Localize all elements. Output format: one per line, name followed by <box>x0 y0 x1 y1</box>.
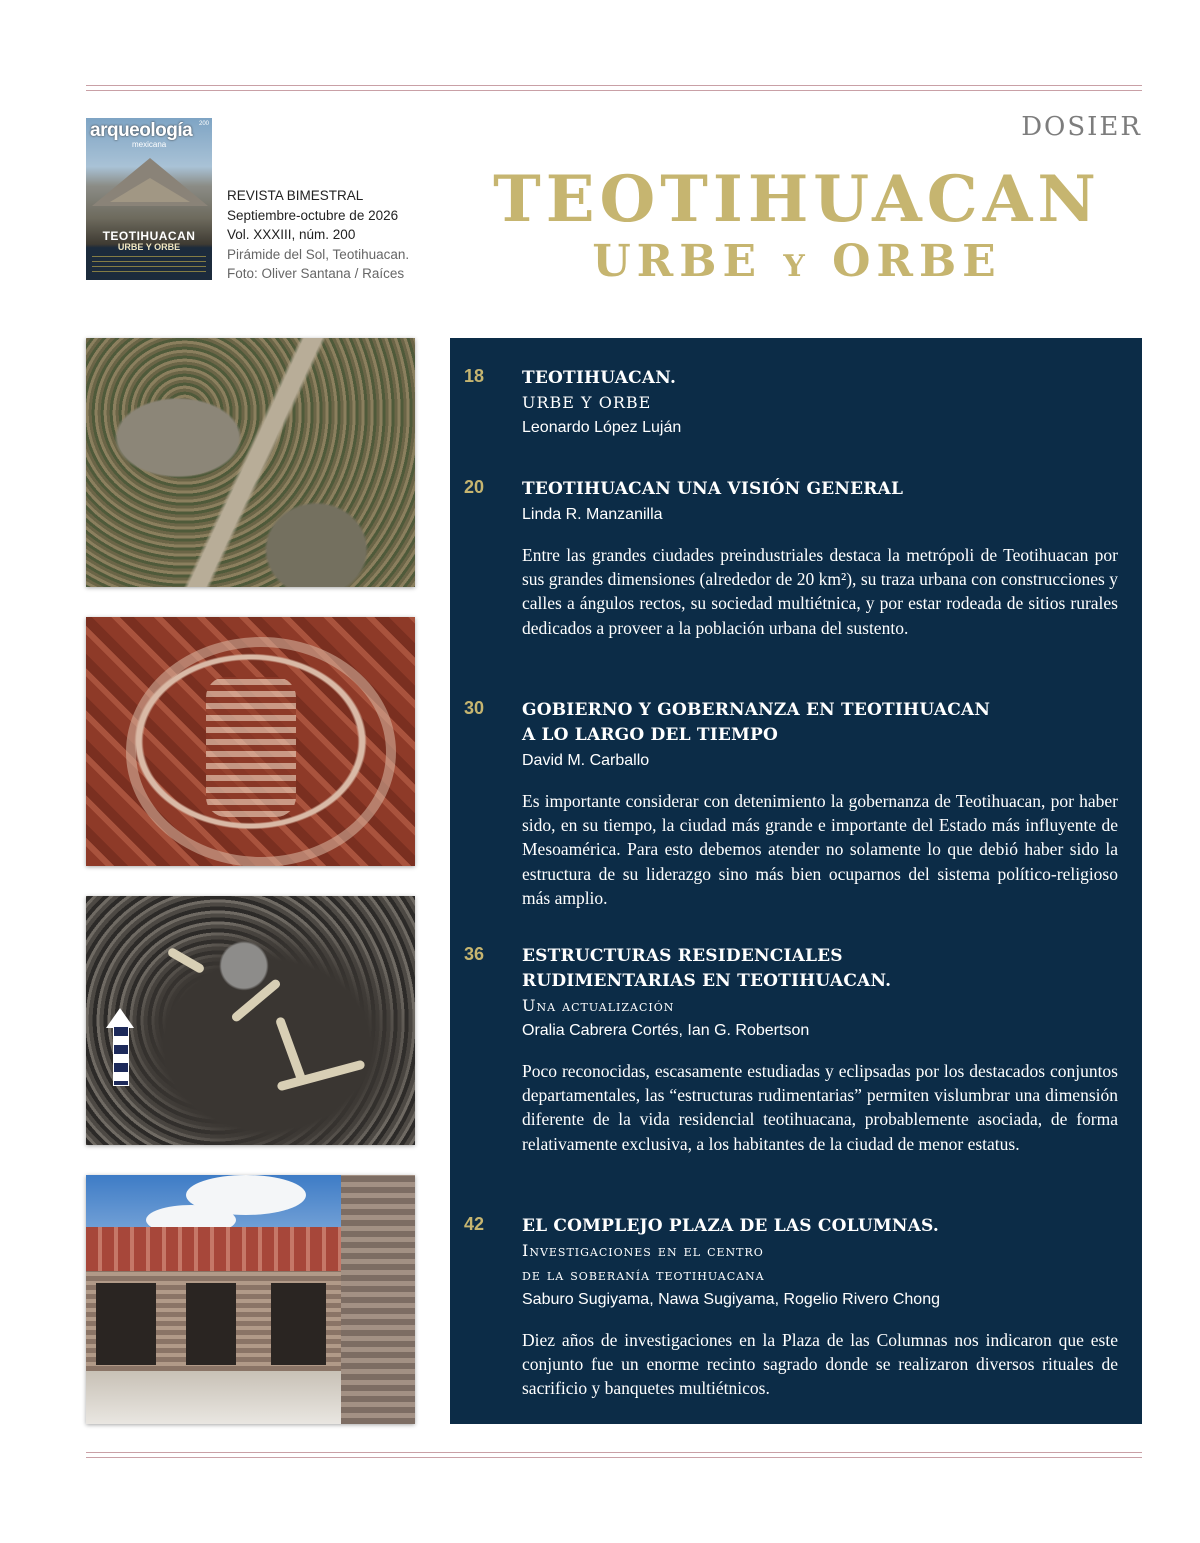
entry-abstract: Poco reconocidas, escasamente estudiadas y eclipsadas por los destacados conjuntos departamentales, las “estructuras rudimentarias” permiten vislumbrar una dimensión diferente de la vida residencial teotihuacana, probablemente asociada, de forma relativamente exclusiva, a los habitantes de la ciudad de menor estatus. <box>522 1061 1118 1154</box>
doorway-shape <box>271 1283 326 1365</box>
entry-abstract: Es importante considerar con detenimiento la gobernanza de Teotihuacan, por haber sido, en su tiempo, la ciudad más grande e importante del Estado más influyente de Mesoamérica. Para esto debemos atender no solamente lo que debió haber sido la estructura de su liderazgo sino más bien ocuparnos del sistema político-religioso más amplio. <box>522 791 1118 908</box>
entry-title: GOBIERNO Y GOBERNANZA EN TEOTIHUACAN <box>522 700 991 720</box>
doorway-shape <box>186 1283 236 1365</box>
entry-body <box>522 366 1118 441</box>
entry-author: Oralia Cabrera Cortés, Ian G. Robertson <box>522 1022 810 1039</box>
entry-body <box>522 698 1118 910</box>
dossier-title: TEOTIHUACAN <box>493 162 1101 237</box>
entry-author: Leonardo López Luján <box>522 419 682 436</box>
issue-date: Septiembre-octubre de 2026 <box>227 207 399 223</box>
mural-photo <box>86 617 415 866</box>
entry-author: Linda R. Manzanilla <box>522 506 663 523</box>
scale-bar-icon <box>113 1026 129 1086</box>
entry-title: EL COMPLEJO PLAZA DE LAS COLUMNAS. <box>522 1216 939 1236</box>
photo-credit: Foto: Oliver Santana / Raíces <box>227 266 405 281</box>
entry-page-number: 18 <box>464 366 485 386</box>
bottom-rule <box>86 1452 1142 1458</box>
entry-abstract: Diez años de investigaciones en la Plaza de las Columnas nos indicaron que este conjunto fue un enorme recinto sagrado donde se realizaron diversos rituales de sacrificio y banquetes multiétnicos. <box>522 1330 1118 1399</box>
carved-pillar-shape <box>341 1175 415 1424</box>
entry-page-number: 30 <box>464 698 485 718</box>
entry-subtitle-line-2: de la soberanía teotihuacana <box>522 1265 765 1284</box>
entry-title: ESTRUCTURAS RESIDENCIALES <box>522 946 843 966</box>
red-frieze-shape <box>86 1227 341 1271</box>
magazine-cover-thumbnail[interactable] <box>86 118 212 280</box>
north-arrow-icon <box>106 1008 134 1028</box>
entry-subtitle: Una actualización <box>522 996 675 1015</box>
cover-pyramid-shape-2 <box>110 178 190 202</box>
cover-caption: Pirámide del Sol, Teotihuacan. <box>227 246 410 262</box>
entry-title: TEOTIHUACAN. <box>522 368 677 388</box>
entry-page-number: 42 <box>464 1214 485 1234</box>
entry-subtitle: Investigaciones en el centro <box>522 1241 764 1260</box>
entry-author: Saburo Sugiyama, Nawa Sugiyama, Rogelio Rivero Chong <box>522 1291 940 1308</box>
entry-title-line-2: A LO LARGO DEL TIEMPO <box>522 725 779 745</box>
cover-issue-number: 200 <box>198 121 209 127</box>
top-rule <box>86 85 1142 91</box>
issue-frequency: REVISTA BIMESTRAL <box>227 188 364 203</box>
entry-page-number: 36 <box>464 944 485 964</box>
subtitle-word-2: ORBE <box>832 236 1002 287</box>
entry-subtitle: URBE Y ORBE <box>522 393 652 412</box>
bone-shape <box>166 947 205 975</box>
entry-page-number: 20 <box>464 477 485 497</box>
mural-figure-shape <box>206 677 296 817</box>
entry-title-line-2: RUDIMENTARIAS EN TEOTIHUACAN. <box>522 971 892 991</box>
doorway-shape <box>96 1283 156 1365</box>
section-label: DOSIER <box>1021 112 1142 142</box>
issue-volume: Vol. XXXIII, núm. 200 <box>227 227 356 242</box>
burial-excavation-photo <box>86 896 415 1145</box>
cover-masthead-sub: mexicana <box>132 140 167 149</box>
entry-body <box>522 477 1118 640</box>
columns-plaza-photo <box>86 1175 415 1424</box>
contents-panel <box>450 338 1142 1424</box>
dossier-subtitle <box>448 232 1146 297</box>
entry-body <box>522 1214 1118 1401</box>
cover-contents-lines <box>92 256 206 274</box>
cover-masthead: arqueología <box>90 120 193 141</box>
subtitle-word-1: URBE <box>592 236 762 287</box>
entry-body <box>522 944 1118 1156</box>
bone-shape <box>276 1060 365 1092</box>
aerial-view-photo <box>86 338 415 587</box>
entry-title: TEOTIHUACAN UNA VISIÓN GENERAL <box>522 479 904 499</box>
bone-shape <box>230 978 282 1023</box>
subtitle-conjunction: Y <box>783 249 811 284</box>
entry-author: David M. Carballo <box>522 752 650 769</box>
issue-info <box>227 186 409 284</box>
cover-title: TEOTIHUACAN <box>102 229 196 243</box>
cover-subtitle: URBE Y ORBE <box>117 242 181 252</box>
entry-abstract: Entre las grandes ciudades preindustriales destaca la metrópoli de Teotihuacan por sus grandes dimensiones (alrededor de 20 km²), su traza urbana con construcciones y calles a ángulos rectos, su sociedad multiétnica, y por estar rodeada de sitios rurales dedicados a proveer a la población urbana del sustento. <box>522 545 1118 638</box>
